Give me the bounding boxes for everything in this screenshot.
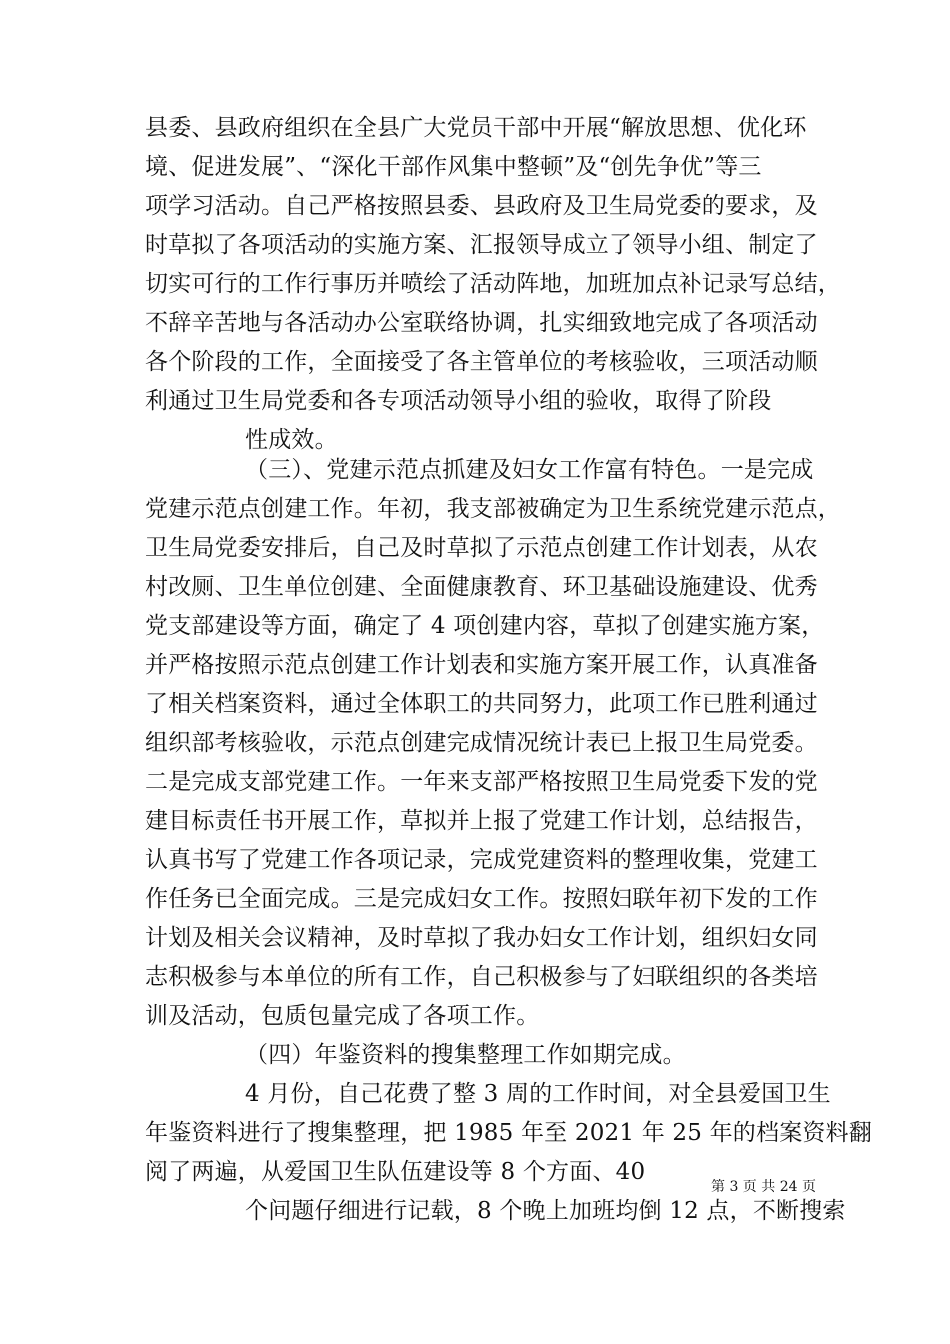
text-line: 认真书写了党建工作各项记录，完成党建资料的整理收集，党建工 bbox=[145, 847, 818, 873]
text-line: 二是完成支部党建工作。一年来支部严格按照卫生局党委下发的党 bbox=[145, 769, 818, 795]
text-line: 作任务已全面完成。三是完成妇女工作。按照妇联年初下发的工作 bbox=[145, 886, 818, 912]
text-line: 不辞辛苦地与各活动办公室联络协调，扎实细致地完成了各项活动 bbox=[145, 310, 818, 336]
text-line: 切实可行的工作行事历并喷绘了活动阵地，加班加点补记录写总结， bbox=[145, 271, 841, 297]
text-line: 各个阶段的工作，全面接受了各主管单位的考核验收，三项活动顺 bbox=[145, 349, 818, 375]
text-line: 党支部建设等方面，确定了 4 项创建内容，草拟了创建实施方案， bbox=[145, 613, 825, 639]
text-line: 计划及相关会议精神，及时草拟了我办妇女工作计划，组织妇女同 bbox=[145, 925, 818, 951]
text-line: 项学习活动。自己严格按照县委、县政府及卫生局党委的要求，及 bbox=[145, 193, 818, 219]
text-line: 时草拟了各项活动的实施方案、汇报领导成立了领导小组、制定了 bbox=[145, 232, 818, 258]
text-line: 卫生局党委安排后，自己及时草拟了示范点创建工作计划表，从农 bbox=[145, 535, 818, 561]
text-line: 了相关档案资料，通过全体职工的共同努力，此项工作已胜利通过 bbox=[145, 691, 818, 717]
text-line: 年鉴资料进行了搜集整理，把 1985 年至 2021 年 25 年的档案资料翻 bbox=[145, 1120, 872, 1146]
text-line: 村改厕、卫生单位创建、全面健康教育、环卫基础设施建设、优秀 bbox=[145, 574, 818, 600]
text-line: 境、促进发展”、“深化干部作风集中整顿”及“创先争优”等三 bbox=[145, 154, 762, 180]
text-line: 个问题仔细进行记载，8 个晚上加班均倒 12 点，不断搜索 bbox=[245, 1198, 846, 1224]
page-number-footer: 第 3 页 共 24 页 bbox=[711, 1179, 816, 1195]
text-line: 党建示范点创建工作。年初，我支部被确定为卫生系统党建示范点， bbox=[145, 496, 841, 522]
text-line: 性成效。 bbox=[245, 427, 338, 453]
text-line: 利通过卫生局党委和各专项活动领导小组的验收，取得了阶段 bbox=[145, 388, 772, 414]
text-line: 阅了两遍，从爱国卫生队伍建设等 8 个方面、40 bbox=[145, 1159, 646, 1185]
text-line: 县委、县政府组织在全县广大党员干部中开展“解放思想、优化环 bbox=[145, 115, 807, 141]
text-line: 训及活动，包质包量完成了各项工作。 bbox=[145, 1003, 540, 1029]
section-heading: （四）年鉴资料的搜集整理工作如期完成。 bbox=[245, 1042, 686, 1068]
text-line: 组织部考核验收，示范点创建完成情况统计表已上报卫生局党委。 bbox=[145, 730, 818, 756]
section-heading: （三）、党建示范点抓建及妇女工作富有特色。一是完成 bbox=[245, 457, 814, 483]
text-line: 建目标责任书开展工作，草拟并上报了党建工作计划，总结报告， bbox=[145, 808, 818, 834]
text-line: 志积极参与本单位的所有工作，自己积极参与了妇联组织的各类培 bbox=[145, 964, 818, 990]
text-line: 4 月份，自己花费了整 3 周的工作时间，对全县爱国卫生 bbox=[245, 1081, 831, 1107]
text-line: 并严格按照示范点创建工作计划表和实施方案开展工作，认真准备 bbox=[145, 652, 818, 678]
